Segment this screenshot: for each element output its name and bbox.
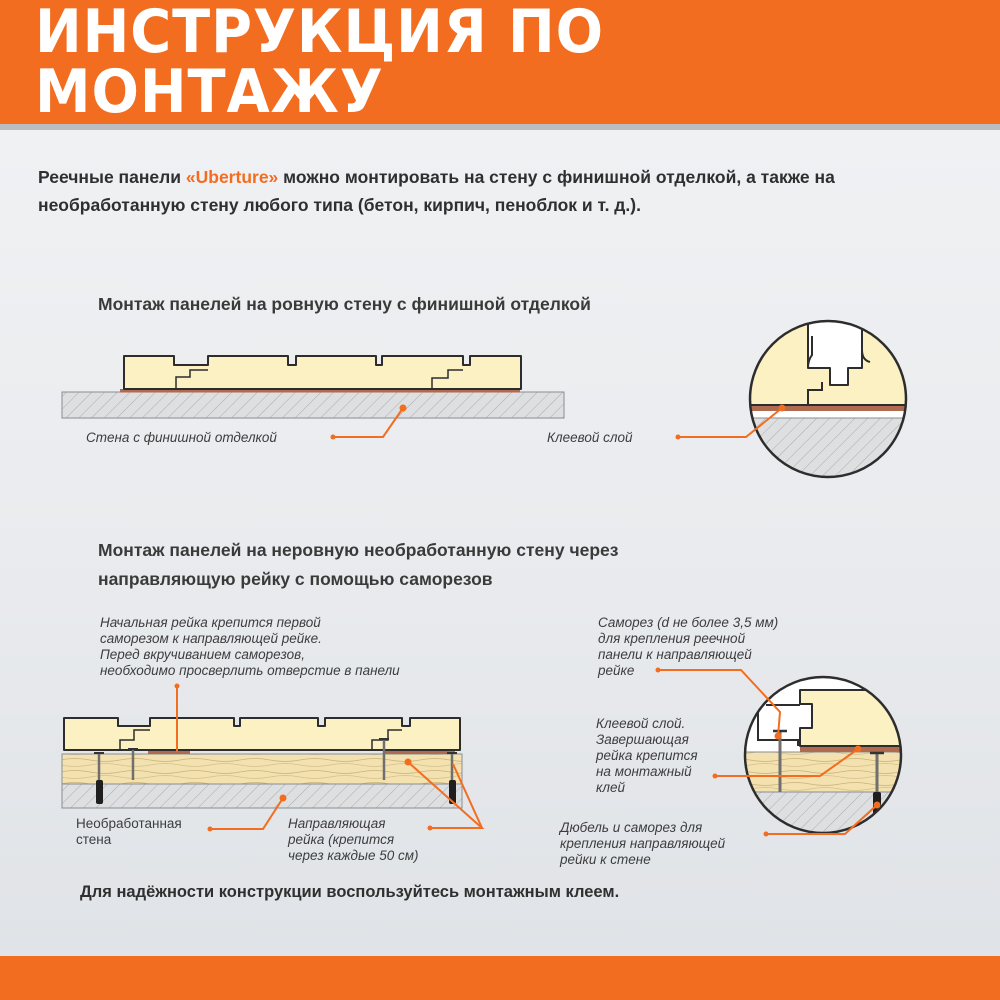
label-line: рейка крепится (596, 748, 698, 763)
section2-title-line1: Монтаж панелей на неровную необработанную стену через (98, 540, 619, 560)
label-screw (598, 615, 778, 679)
raw-wall (62, 784, 462, 808)
footer-note: Для надёжности конструкции воспользуйтесь монтажным клеем. (80, 883, 620, 901)
label-line: для крепления реечной (598, 631, 746, 646)
label-raw-wall (76, 816, 182, 848)
intro-part2: можно монтировать на стену с финишной отделкой, а также на необработанную стену любого типа (бетон, кирпич, пеноблок и т. д.). (38, 167, 835, 215)
glue2-leader-dot (713, 774, 718, 779)
guide-leader-dot (428, 826, 433, 831)
section2-title-line2: направляющую рейку с помощью саморезов (98, 569, 493, 589)
label-guide-rail (288, 816, 418, 864)
dowel (96, 780, 103, 804)
label-start-rail (100, 615, 400, 679)
label-line: Клеевой слой. (596, 716, 686, 731)
label-line: стена (76, 832, 112, 847)
slat-panel-2 (64, 718, 460, 750)
detail-circle-glue (676, 320, 916, 488)
section1-title: Монтаж панелей на ровную стену с финишной отделкой (98, 294, 591, 314)
label-line: Начальная рейка крепится первой (100, 615, 321, 630)
brand-name: «Uberture» (185, 167, 279, 187)
label-line: саморезом к направляющей рейке. (100, 631, 322, 646)
footer-bar (0, 956, 1000, 1000)
label-line: Направляющая (288, 816, 386, 831)
label-line: рейка (крепится (288, 832, 395, 847)
label-dowel (560, 820, 725, 868)
guide-rail (62, 754, 462, 784)
label-line: Необработанная (76, 816, 182, 831)
wall-leader-dot (331, 435, 336, 440)
label-line: панели к направляющей (598, 647, 752, 662)
slat-panel (124, 356, 521, 389)
glue-leader-dot (676, 435, 681, 440)
diagram-raw-wall (62, 684, 482, 832)
label-line: на монтажный (596, 764, 692, 779)
label-line: рейке (598, 663, 635, 678)
dowel-leader-dot (764, 832, 769, 837)
raw-wall-leader-dot (208, 827, 213, 832)
finished-wall (62, 392, 564, 418)
label-finished-wall: Стена с финишной отделкой (86, 430, 277, 445)
label-glue-layer: Клеевой слой (547, 430, 633, 445)
page-title: ИНСТРУКЦИЯ ПО МОНТАЖУ (35, 0, 605, 127)
intro-part1: Реечные панели (38, 167, 186, 187)
label-line: необходимо просверлить отверстие в панели (100, 663, 400, 678)
label-glue-final (596, 716, 698, 796)
label-line: Перед вкручиванием саморезов, (100, 647, 305, 662)
label-line: через каждые 50 см) (288, 848, 419, 863)
diagram-flat-wall (62, 356, 564, 440)
label-line: клей (596, 780, 626, 795)
label-line: Саморез (d не более 3,5 мм) (598, 615, 779, 630)
label-line: крепления направляющей (560, 836, 726, 851)
label-line: Завершающая (596, 732, 689, 747)
label-line: Дюбель и саморез для (560, 820, 703, 835)
label-line: рейки к стене (560, 852, 651, 867)
